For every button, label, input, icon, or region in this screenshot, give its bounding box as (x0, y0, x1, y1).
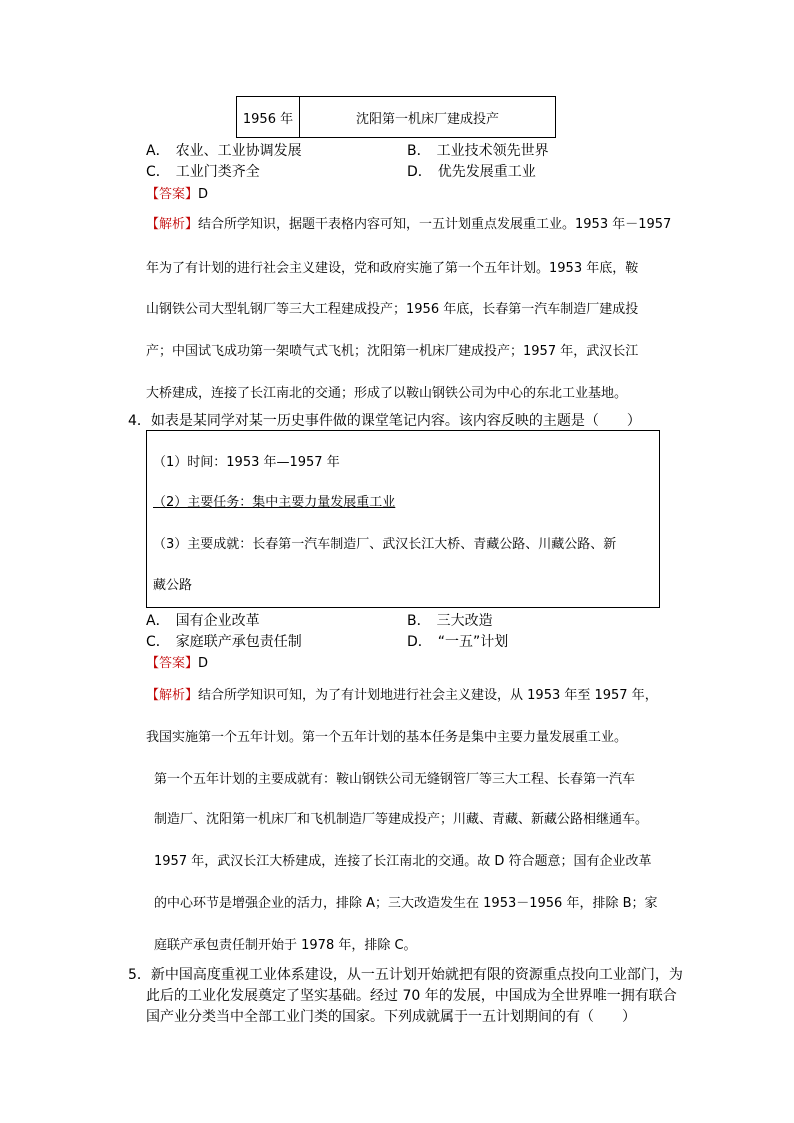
q4-note-line: （2）主要任务：集中主要力量发展重工业 (153, 495, 396, 510)
q5-stem: 5．新中国高度重视工业体系建设，从一五计划开始就把有限的资源重点投向工业部门，为 (128, 967, 683, 983)
q4-option-a: A． 国有企业改革 (146, 613, 260, 629)
q4-answer: 【答案】D (146, 656, 209, 671)
event-table (236, 96, 556, 138)
q3-option-a: A． 农业、工业协调发展 (146, 143, 302, 159)
q3-analysis-line: 【解析】结合所学知识，据题干表格内容可知，一五计划重点发展重工业。1953 年－1957 (146, 217, 672, 232)
q5-stem-line: 此后的工业化发展奠定了坚实基础。经过 70 年的发展，中国成为全世界唯一拥有联合 (146, 988, 677, 1004)
q3-option-b: B． 工业技术领先世界 (407, 143, 549, 159)
q4-analysis-line: 的中心环节是增强企业的活力，排除 A；三大改造发生在 1953－1956 年，排除 B；家 (154, 896, 658, 911)
table-event-cell: 沈阳第一机床厂建成投产 (355, 111, 499, 127)
q3-analysis-line: 山钢铁公司大型轧钢厂等三大工程建成投产；1956 年底，长春第一汽车制造厂建成投 (146, 302, 639, 317)
q4-analysis-line: 制造厂、沈阳第一机床厂和飞机制造厂等建成投产；川藏、青藏、新藏公路相继通车。 (154, 812, 649, 827)
q3-option-d: D． 优先发展重工业 (407, 164, 536, 180)
q4-note-line: （1）时间：1953 年—1957 年 (153, 455, 340, 470)
q3-analysis-line: 大桥建成，连接了长江南北的交通；形成了以鞍山钢铁公司为中心的东北工业基地。 (146, 386, 628, 401)
q4-note-line: 藏公路 (153, 578, 193, 593)
q4-notes-box (146, 430, 660, 608)
q4-option-b: B． 三大改造 (407, 613, 493, 629)
q3-analysis-line: 产；中国试飞成功第一架喷气式飞机；沈阳第一机床厂建成投产；1957 年，武汉长江 (146, 344, 639, 359)
q3-option-c: C． 工业门类齐全 (146, 164, 260, 180)
table-year-cell: 1956 年 (237, 97, 300, 137)
q5-stem-line: 国产业分类当中全部工业门类的国家。下列成就属于一五计划期间的有（ ） (146, 1009, 636, 1025)
q4-note-line: （3）主要成就：长春第一汽车制造厂、武汉长江大桥、青藏公路、川藏公路、新 (153, 537, 617, 552)
q4-analysis-line: 我国实施第一个五年计划。第一个五年计划的基本任务是集中主要力量发展重工业。 (146, 730, 628, 745)
q4-analysis-line: 1957 年，武汉长江大桥建成，连接了长江南北的交通。故 D 符合题意；国有企业改革 (154, 854, 652, 869)
q4-analysis-line: 第一个五年计划的主要成就有：鞍山钢铁公司无缝钢管厂等三大工程、长春第一汽车 (154, 772, 636, 787)
q3-analysis-line: 年为了有计划的进行社会主义建设，党和政府实施了第一个五年计划。1953 年底，鞍 (146, 261, 639, 276)
q4-analysis-line: 【解析】结合所学知识可知，为了有计划地进行社会主义建设，从 1953 年至 1957 年， (146, 688, 658, 703)
q3-answer: 【答案】D (146, 187, 209, 202)
q4-stem: 4．如表是某同学对某一历史事件做的课堂笔记内容。该内容反映的主题是（ ） (128, 413, 641, 429)
q4-option-d: D． “一五”计划 (407, 634, 509, 650)
q4-option-c: C． 家庭联产承包责任制 (146, 634, 302, 650)
q4-analysis-line: 庭联产承包责任制开始于 1978 年，排除 C。 (154, 938, 417, 953)
